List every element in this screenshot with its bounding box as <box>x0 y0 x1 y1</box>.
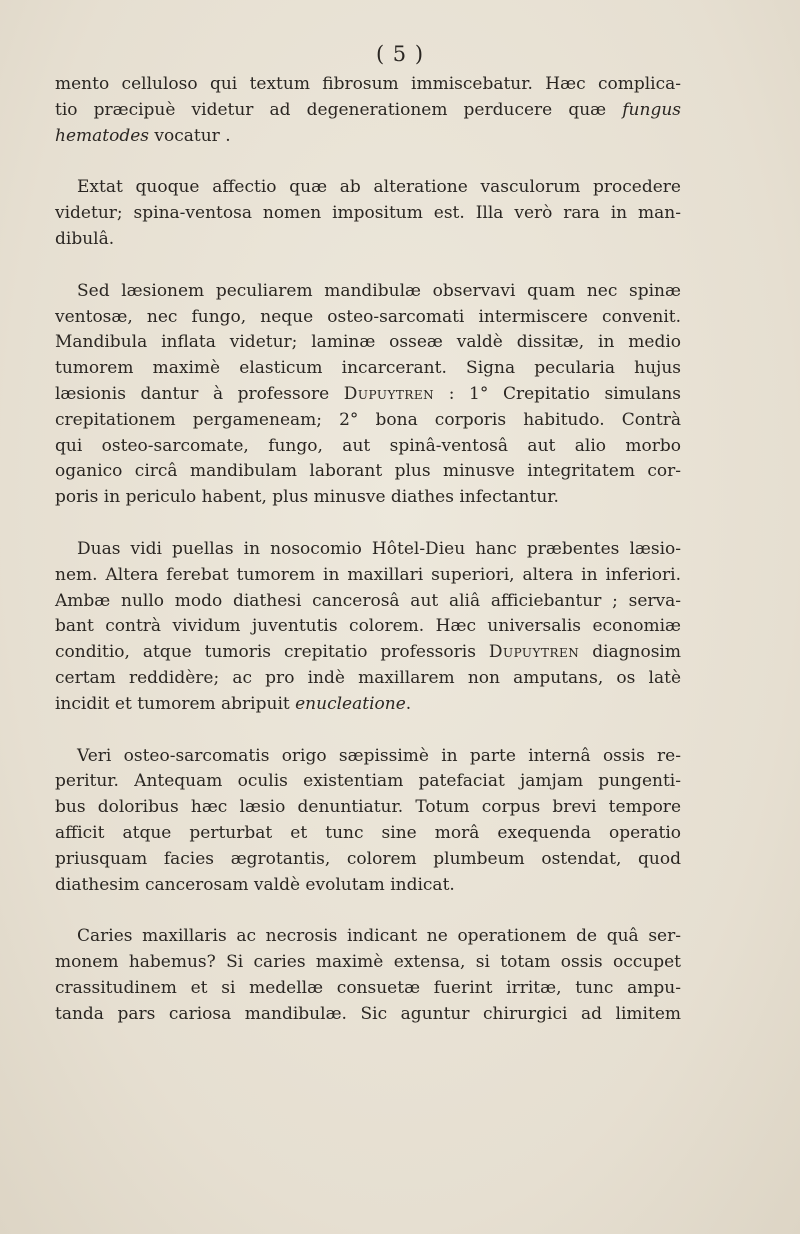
author-name: Dupuytren <box>488 642 580 663</box>
body-text <box>55 72 681 1054</box>
text-line: Sed læsionem peculiarem mandibulæ observavi quam nec spinæ <box>77 280 681 301</box>
text-line: incidit et tumorem abripuit enucleatione. <box>55 693 412 714</box>
paragraph-6 <box>55 924 681 1027</box>
text-line: Veri osteo-sarcomatis origo sæpissimè in parte internâ ossis re- <box>77 745 681 766</box>
text-line: diathesim cancerosam valdè evolutam indicat. <box>55 874 455 895</box>
text-line: nem. Altera ferebat tumorem in maxillari superiori, altera in inferiori. <box>55 564 681 585</box>
text-line: tumorem maximè elasticum incarcerant. Signa pecularia hujus <box>55 358 681 379</box>
text-line: mento celluloso qui textum fibrosum immiscebatur. Hæc complica- <box>55 74 681 94</box>
italic-term: enucleatione <box>295 693 406 714</box>
text-line: oganico circâ mandibulam laborant plus minusve integritatem cor- <box>55 461 681 482</box>
text-line: dibulâ. <box>55 228 115 249</box>
text-line: poris in periculo habent, plus minusve diathes infectantur. <box>55 487 559 508</box>
text-line: bant contrà vividum juventutis colorem. Hæc universalis economiæ <box>55 616 681 637</box>
page-number: ( 5 ) <box>375 42 425 66</box>
text-line: crepitationem pergameneam; 2° bona corporis habitudo. Contrà <box>55 409 681 430</box>
text-line: monem habemus? Si caries maximè extensa, si totam ossis occupet <box>55 952 681 973</box>
paragraph-5 <box>55 744 681 899</box>
text-line: crassitudinem et si medellæ consuetæ fuerint irritæ, tunc ampu- <box>55 977 681 998</box>
text-line: Mandibula inflata videtur; laminæ osseæ valdè dissitæ, in medio <box>55 332 681 353</box>
text-line: priusquam facies ægrotantis, colorem plumbeum ostendat, quod <box>55 848 681 869</box>
paragraph-1 <box>55 72 681 149</box>
text-line: peritur. Antequam oculis existentiam patefaciat jamjam pungenti- <box>55 771 681 792</box>
author-name: Dupuytren <box>343 383 435 404</box>
italic-term: fungus <box>622 99 681 120</box>
text-line: Duas vidi puellas in nosocomio Hôtel-Dieu hanc præbentes læsio- <box>77 538 681 559</box>
text-line: hematodes vocatur . <box>55 125 231 146</box>
text-line: conditio, atque tumoris crepitatio professoris Dupuytren diagnosim <box>55 642 681 663</box>
paragraph-2 <box>55 175 681 252</box>
text-line: Ambæ nullo modo diathesi cancerosâ aut aliâ afficiebantur ; serva- <box>55 590 681 611</box>
text-line: Extat quoque affectio quæ ab alteratione vasculorum procedere <box>77 177 681 198</box>
text-line: qui osteo-sarcomate, fungo, aut spinâ-ventosâ aut alio morbo <box>55 435 681 456</box>
text-line: læsionis dantur à professore Dupuytren : 1° Crepitatio simulans <box>55 383 681 404</box>
italic-term: hematodes <box>55 125 149 146</box>
paragraph-4 <box>55 537 681 718</box>
text-line: tio præcipuè videtur ad degenerationem perducere quæ fungus <box>55 99 681 120</box>
paragraph-3 <box>55 279 681 511</box>
text-line: videtur; spina-ventosa nomen impositum est. Illa verò rara in man- <box>55 203 681 224</box>
text-line: certam reddidère; ac pro indè maxillarem non amputans, os latè <box>55 667 681 688</box>
text-line: bus doloribus hæc læsio denuntiatur. Totum corpus brevi tempore <box>55 797 681 818</box>
text-line: tanda pars cariosa mandibulæ. Sic aguntur chirurgici ad limitem <box>55 1003 681 1024</box>
text-line: afficit atque perturbat et tunc sine morâ exequenda operatio <box>55 822 681 843</box>
text-line: Caries maxillaris ac necrosis indicant ne operationem de quâ ser- <box>77 926 681 947</box>
text-line: ventosæ, nec fungo, neque osteo-sarcomati intermiscere convenit. <box>55 306 681 327</box>
